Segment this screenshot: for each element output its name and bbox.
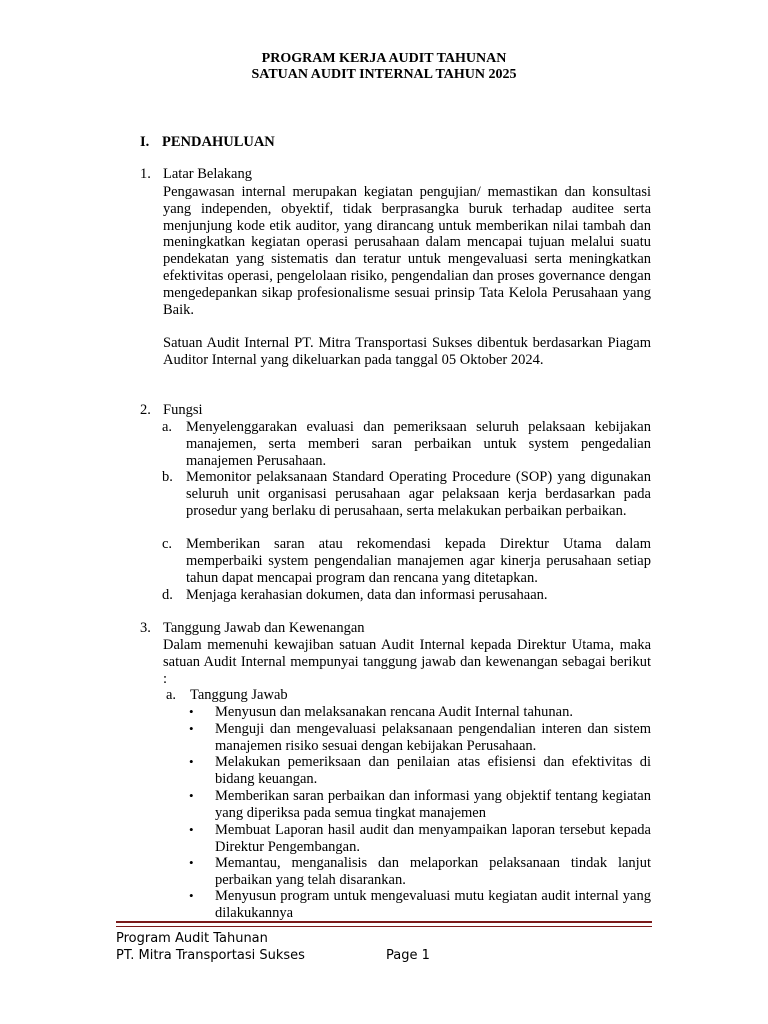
section-title: PENDAHULUAN	[162, 134, 275, 150]
paragraph-kewajiban: Dalam memenuhi kewajiban satuan Audit Internal kepada Direktur Utama, maka satuan Audit Internal mempunyai tanggung jawab dan kewenangan sebagai berikut :	[163, 637, 651, 687]
section-number: I.	[140, 134, 150, 150]
footer-rule-thin	[116, 926, 652, 927]
bullet-item	[189, 754, 651, 788]
item-number: 2.	[140, 402, 151, 418]
bullet-item	[189, 822, 651, 856]
subheading-tanggung-jawab	[166, 687, 288, 704]
item-letter: a.	[162, 419, 173, 435]
item-number: 3.	[140, 620, 151, 636]
item-title: Fungsi	[163, 402, 203, 418]
footer-page-number: Page 1	[386, 948, 430, 963]
bullet-icon: •	[189, 704, 194, 719]
footer-rule	[116, 921, 652, 923]
item-text: Memberikan saran atau rekomendasi kepada Direktur Utama dalam memperbaiki system pengendalian manajemen agar kinerja perusahaan setiap tahun dapat mencapai program dan rencana yang ditetapkan.	[186, 536, 651, 586]
item-text: Menyelenggarakan evaluasi dan pemeriksaan seluruh pelaksaan kebijakan manajemen, serta memberi saran perbaikan untuk system pengedalian manajemen Perusahaan.	[186, 419, 651, 469]
item-letter: a.	[166, 687, 177, 703]
bullet-text: Menyusun program untuk mengevaluasi mutu kegiatan audit internal yang dilakukannya	[215, 888, 651, 921]
item-title: Tanggung Jawab	[190, 687, 288, 703]
fungsi-item	[162, 536, 651, 586]
bullet-text: Menguji dan mengevaluasi pelaksanaan pengendalian interen dan sistem manajemen risiko sesuai dengan kebijakan Perusahaan.	[215, 721, 651, 754]
item-letter: b.	[162, 469, 173, 485]
bullet-text: Melakukan pemeriksaan dan penilaian atas efisiensi dan efektivitas di bidang keuangan.	[215, 754, 651, 787]
bullet-item	[189, 721, 651, 755]
bullet-icon: •	[189, 721, 194, 736]
item-text: Menjaga kerahasian dokumen, data dan informasi perusahaan.	[186, 587, 548, 603]
fungsi-item	[162, 469, 651, 519]
item-title: Tanggung Jawab dan Kewenangan	[163, 620, 365, 636]
document-subtitle: SATUAN AUDIT INTERNAL TAHUN 2025	[251, 67, 517, 82]
heading-latar-belakang	[140, 166, 252, 183]
fungsi-item	[162, 419, 651, 469]
section-heading-pendahuluan	[140, 134, 275, 151]
item-letter: c.	[162, 536, 173, 552]
paragraph-pengawasan: Pengawasan internal merupakan kegiatan pengujian/ memastikan dan konsultasi yang independen, obyektif, tidak berprasangka buruk terhadap auditee serta menjunjung kode etik auditor, yang dirancang untuk memberikan nilai tambah dan meningkatkan kegiatan operasi perusahaan dalam mencapai tujuan melalui suatu pendekatan yang sistematis dan teratur untuk mengevaluasi serta meningkatkan efektivitas operasi, pengelolaan risiko, pengendalian dan proses governance dengan mengedepankan sikap profesionalisme sesuai prinsip Tata Kelola Perusahaan yang Baik.	[163, 184, 651, 318]
item-text: Memonitor pelaksanaan Standard Operating Procedure (SOP) yang digunakan seluruh unit organisasi perusahaan agar pelaksaan kerja berdasarkan pada prosedur yang berlaku di perusahaan, serta melakukan perbaikan perbaikan.	[186, 469, 651, 519]
item-title: Latar Belakang	[163, 166, 252, 182]
bullet-text: Membuat Laporan hasil audit dan menyampaikan laporan tersebut kepada Direktur Pengembangan.	[215, 822, 651, 855]
footer-doc-title: Program Audit Tahunan	[116, 931, 268, 946]
bullet-icon: •	[189, 855, 194, 870]
item-number: 1.	[140, 166, 151, 182]
bullet-item	[189, 855, 651, 889]
bullet-text: Memberikan saran perbaikan dan informasi yang objektif tentang kegiatan yang diperiksa pada semua tingkat manajemen	[215, 788, 651, 821]
bullet-item	[189, 788, 651, 822]
bullet-icon: •	[189, 822, 194, 837]
bullet-icon: •	[189, 754, 194, 769]
document-title: PROGRAM KERJA AUDIT TAHUNAN	[261, 51, 507, 66]
bullet-item	[189, 888, 651, 922]
bullet-text: Menyusun dan melaksanakan rencana Audit Internal tahunan.	[215, 704, 573, 720]
heading-fungsi	[140, 402, 203, 419]
fungsi-item	[162, 587, 651, 604]
footer-company: PT. Mitra Transportasi Sukses	[116, 948, 305, 963]
heading-tanggung-jawab	[140, 620, 365, 637]
paragraph-satuan-audit: Satuan Audit Internal PT. Mitra Transportasi Sukses dibentuk berdasarkan Piagam Auditor Internal yang dikeluarkan pada tanggal 05 Oktober 2024.	[163, 335, 651, 368]
item-letter: d.	[162, 587, 173, 603]
bullet-icon: •	[189, 888, 194, 903]
bullet-icon: •	[189, 788, 194, 803]
bullet-text: Memantau, menganalisis dan melaporkan pelaksanaan tindak lanjut perbaikan yang telah disarankan.	[215, 855, 651, 888]
bullet-item	[189, 704, 651, 721]
